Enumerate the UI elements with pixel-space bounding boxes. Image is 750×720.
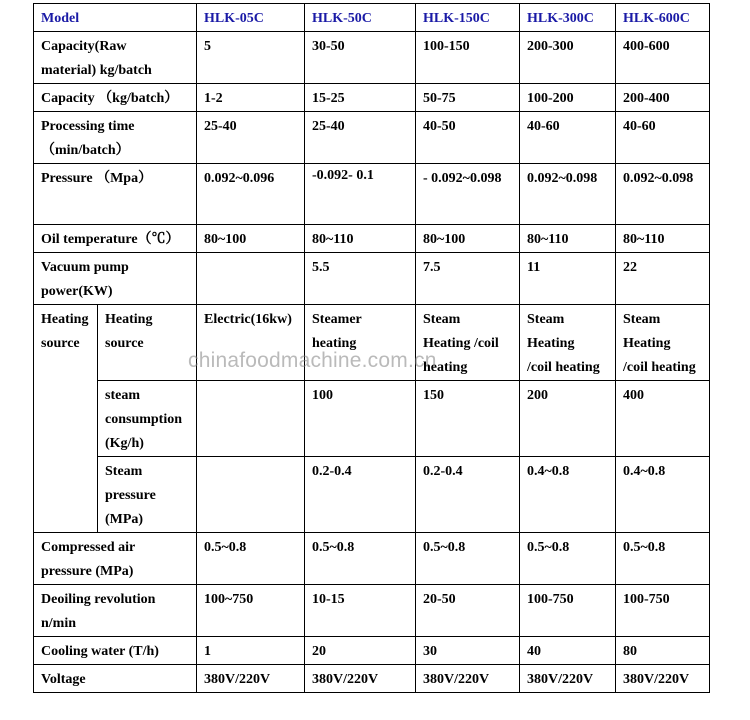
table-cell: 5 (197, 32, 305, 84)
row-label-cooling-water: Cooling water (T/h) (34, 637, 197, 665)
row-label-deoiling-revolution: Deoiling revolution n/min (34, 585, 197, 637)
table-cell: 0.4~0.8 (616, 457, 710, 533)
table-cell: 20-50 (416, 585, 520, 637)
heating-source-group-label: Heating source (34, 305, 98, 533)
model-hlk-05c: HLK-05C (197, 4, 305, 32)
table-cell: 80 (616, 637, 710, 665)
table-cell: 0.092~0.098 (520, 164, 616, 225)
model-hlk-300c: HLK-300C (520, 4, 616, 32)
table-cell: 0.5~0.8 (416, 533, 520, 585)
table-cell: 0.2-0.4 (416, 457, 520, 533)
table-cell: 0.2-0.4 (305, 457, 416, 533)
table-cell: 380V/220V (416, 665, 520, 693)
row-label-steam-consumption: steam consumption (Kg/h) (98, 381, 197, 457)
table-row (34, 32, 710, 84)
table-cell: Steamer heating (305, 305, 416, 381)
table-cell: 0.5~0.8 (520, 533, 616, 585)
row-label-compressed-air: Compressed air pressure (MPa) (34, 533, 197, 585)
table-cell: 20 (305, 637, 416, 665)
table-row (34, 585, 710, 637)
table-cell: 50-75 (416, 84, 520, 112)
table-cell: 80~100 (416, 225, 520, 253)
table-cell: 80~110 (616, 225, 710, 253)
table-row (34, 665, 710, 693)
table-cell: 150 (416, 381, 520, 457)
table-cell: Electric(16kw) (197, 305, 305, 381)
table-cell: 0.5~0.8 (616, 533, 710, 585)
table-row (34, 112, 710, 164)
table-cell: Steam Heating /coil heating (616, 305, 710, 381)
table-cell (197, 381, 305, 457)
header-model-label: Model (34, 4, 197, 32)
table-cell: 380V/220V (197, 665, 305, 693)
table-cell: - 0.092~0.098 (416, 164, 520, 225)
row-label-pressure: Pressure （Mpa） (34, 164, 197, 225)
heating-source-sub-label: Heating source (98, 305, 197, 381)
table-cell: 0.092~0.096 (197, 164, 305, 225)
table-cell: -0.092- 0.1 (305, 164, 416, 225)
table-cell (197, 457, 305, 533)
table-cell: 80~110 (520, 225, 616, 253)
table-cell: 1 (197, 637, 305, 665)
table-cell: 7.5 (416, 253, 520, 305)
row-label-vacuum-pump: Vacuum pump power(KW) (34, 253, 197, 305)
table-row (34, 253, 710, 305)
table-cell: 200-400 (616, 84, 710, 112)
table-row (34, 225, 710, 253)
table-cell: 22 (616, 253, 710, 305)
table-row (34, 637, 710, 665)
table-cell: 15-25 (305, 84, 416, 112)
table-cell: 0.5~0.8 (197, 533, 305, 585)
table-row (34, 164, 710, 225)
table-cell: 0.4~0.8 (520, 457, 616, 533)
table-cell: 200 (520, 381, 616, 457)
table-row (34, 457, 710, 533)
table-cell: 380V/220V (520, 665, 616, 693)
table-cell: 200-300 (520, 32, 616, 84)
table-cell: 40-60 (520, 112, 616, 164)
table-cell: 80~100 (197, 225, 305, 253)
table-cell: 5.5 (305, 253, 416, 305)
table-cell: 25-40 (197, 112, 305, 164)
model-hlk-600c: HLK-600C (616, 4, 710, 32)
table-cell: 380V/220V (305, 665, 416, 693)
row-label-capacity-batch: Capacity （kg/batch） (34, 84, 197, 112)
model-hlk-150c: HLK-150C (416, 4, 520, 32)
row-label-voltage: Voltage (34, 665, 197, 693)
table-row (34, 381, 710, 457)
table-cell: 400-600 (616, 32, 710, 84)
table-row (34, 533, 710, 585)
table-cell: 30 (416, 637, 520, 665)
table-cell: 40 (520, 637, 616, 665)
table-cell: 30-50 (305, 32, 416, 84)
table-cell (197, 253, 305, 305)
table-cell: 400 (616, 381, 710, 457)
table-cell: 380V/220V (616, 665, 710, 693)
model-hlk-50c: HLK-50C (305, 4, 416, 32)
row-label-processing-time: Processing time （min/batch） (34, 112, 197, 164)
table-row (34, 305, 710, 330)
table-row (34, 84, 710, 112)
table-cell: 25-40 (305, 112, 416, 164)
table-cell: 11 (520, 253, 616, 305)
table-cell: 100-750 (520, 585, 616, 637)
spec-table (33, 3, 710, 693)
table-cell: 10-15 (305, 585, 416, 637)
row-label-steam-pressure: Steam pressure (MPa) (98, 457, 197, 533)
row-label-capacity-raw: Capacity(Raw material) kg/batch (34, 32, 197, 84)
table-cell: 100-750 (616, 585, 710, 637)
table-cell: Steam Heating /coil heating (416, 305, 520, 381)
header-row (34, 4, 710, 32)
table-cell: 80~110 (305, 225, 416, 253)
table-cell: 40-60 (616, 112, 710, 164)
table-cell: 100-200 (520, 84, 616, 112)
table-cell: 0.5~0.8 (305, 533, 416, 585)
table-cell: 100~750 (197, 585, 305, 637)
table-cell: 0.092~0.098 (616, 164, 710, 225)
table-cell: 40-50 (416, 112, 520, 164)
table-cell: 100-150 (416, 32, 520, 84)
table-cell: Steam Heating /coil heating (520, 305, 616, 381)
watermark: chinafoodmachine.com.cn (188, 349, 437, 372)
table-cell: 1-2 (197, 84, 305, 112)
row-label-oil-temperature: Oil temperature（℃） (34, 225, 197, 253)
table-cell: 100 (305, 381, 416, 457)
